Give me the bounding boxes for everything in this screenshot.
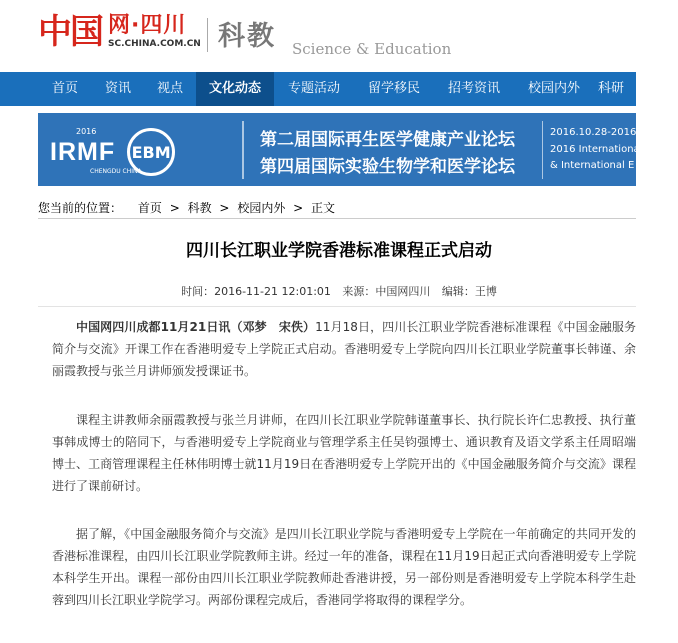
breadcrumb-separator: > [293, 201, 304, 215]
meta-divider [38, 306, 636, 307]
banner-divider [242, 121, 244, 179]
section-title-cn: 科教 [218, 21, 276, 52]
nav-item-study-abroad[interactable]: 留学移民 [367, 81, 420, 96]
article-paragraph-2: 课程主讲教师余丽霞教授与张兰月讲师，在四川长江职业学院韩谨董事长、执行院长许仁忠教授、执行董事韩成博士的陪同下，与香港明爱专上学院商业与管理学系主任吴钧强博士、通识教育及语文学系主任周昭端博士、工商管理课程主任林伟明博士就11月19日在香港明爱专上学院开出的《中国金融服务简介与交流》课程进行了课前研讨。 [52, 413, 636, 493]
section-title-en: Science & Education [292, 40, 452, 58]
nav-item-topics[interactable]: 专题活动 [287, 81, 340, 96]
article-title: 四川长江职业学院香港标准课程正式启动 [186, 241, 492, 261]
article-editor: 编辑：王博 [441, 285, 497, 298]
nav-item-home[interactable]: 首页 [51, 81, 78, 96]
nav-spacer [0, 72, 38, 106]
article-dateline: 中国网四川成都11月21日讯（邓梦 宋佚） [76, 320, 316, 334]
irmf-logo: IRMF [50, 137, 116, 166]
article-paragraph-3: 据了解，《中国金融服务简介与交流》是四川长江职业学院与香港明爱专上学院在一年前确定的共同开发的香港标准课程，由四川长江职业学院教师主讲。经过一年的准备，课程在11月19日起正式向香港明爱专上学院本科学生开出。课程一部份由四川长江职业学院教师赴香港讲授，另一部份则是香港明爱专上学院本科学生赴蓉到四川长江职业学院学习。两部份课程完成后，香港同学将取得的课程学分。 [52, 527, 636, 607]
banner-city: CHENGDU CHINA [90, 168, 142, 175]
article-meta [0, 283, 678, 299]
article-source: 来源：中国网四川 [342, 285, 431, 298]
breadcrumb-prefix: 您当前的位置： [38, 201, 123, 215]
header-divider [207, 18, 208, 52]
site-logo[interactable] [38, 8, 201, 56]
article-paragraph-1-body: 11月18日，四川长江职业学院香港标准课程《中国金融服务简介与交流》开课工作在香港明爱专上学院正式启动。香港明爱专上学院向四川长江职业学院董事长韩谨、余丽霞教授与张兰月讲师颁发授课证书。 [52, 320, 636, 378]
banner-date: 2016.10.28-2016.10 [550, 127, 653, 138]
nav-item-admissions[interactable]: 招考资讯 [447, 81, 500, 96]
logo-domain: SC.CHINA.COM.CN [108, 39, 201, 49]
banner-en-line-1: 2016 International [550, 144, 643, 155]
nav-item-research[interactable]: 科研 [598, 81, 625, 96]
banner-title-1: 第二届国际再生医学健康产业论坛 [260, 130, 515, 150]
breadcrumb-current: 正文 [311, 201, 336, 215]
nav-item-culture[interactable]: 文化动态 [196, 72, 274, 106]
breadcrumb-divider [38, 218, 636, 219]
main-nav [0, 72, 636, 106]
article-paragraph-1 [52, 316, 636, 382]
logo-text [108, 14, 201, 50]
logo-mark: 中国 [38, 12, 102, 52]
nav-item-campus[interactable]: 校园内外 [527, 81, 580, 96]
banner-en-line-2: & International E [550, 160, 635, 171]
breadcrumb-home[interactable]: 首页 [137, 201, 162, 215]
banner-divider-2 [542, 121, 543, 179]
nav-item-news[interactable]: 资讯 [104, 81, 131, 96]
banner-year: 2016 [76, 127, 97, 136]
logo-site-name: 网·四川 [108, 13, 187, 38]
forum-banner[interactable] [38, 113, 653, 186]
site-header [0, 0, 636, 72]
breadcrumb [38, 199, 335, 216]
ebm-logo-icon: EBM [127, 128, 175, 176]
banner-title-2: 第四届国际实验生物学和医学论坛 [260, 157, 515, 177]
breadcrumb-separator: > [219, 201, 230, 215]
breadcrumb-science[interactable]: 科教 [187, 201, 212, 215]
article-time: 时间：2016-11-21 12:01:01 [181, 285, 331, 298]
breadcrumb-separator: > [169, 201, 180, 215]
nav-item-viewpoint[interactable]: 视点 [156, 81, 183, 96]
breadcrumb-campus[interactable]: 校园内外 [237, 201, 286, 215]
